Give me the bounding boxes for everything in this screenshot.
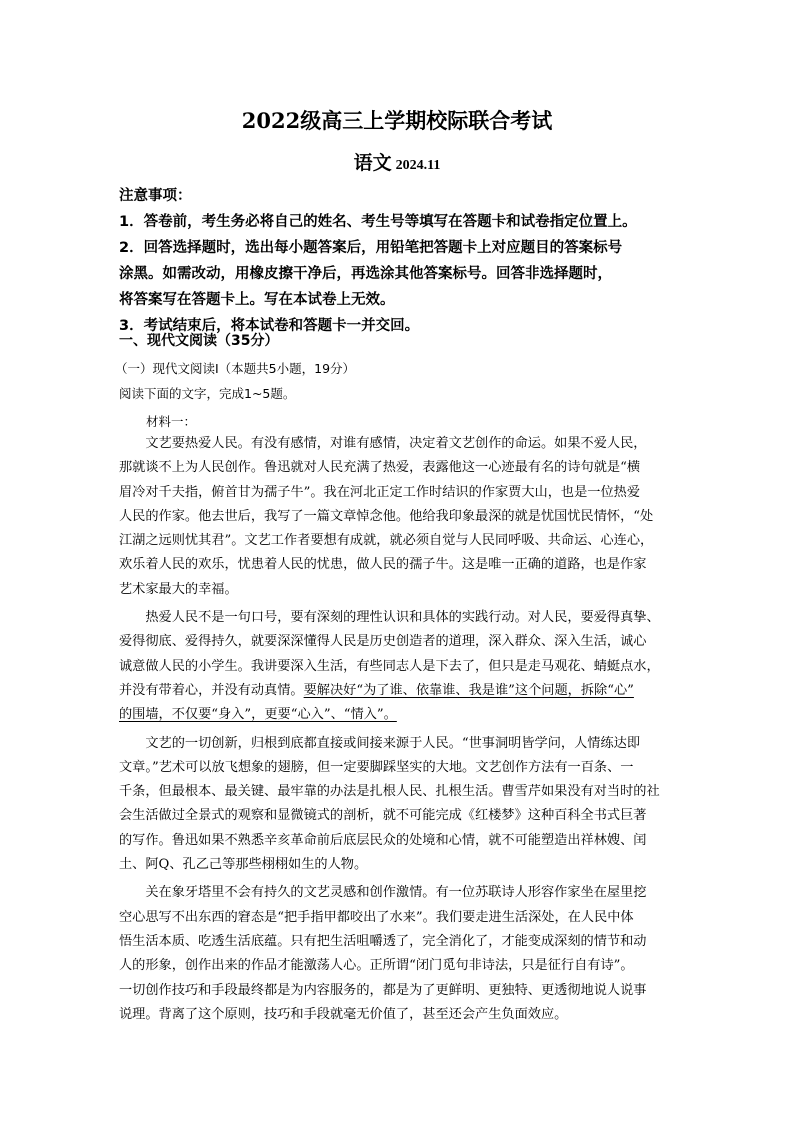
reading-passage: [119, 432, 679, 1027]
paragraph-line: 千条，但最根本、最关键、最牢靠的办法是扎根人民、扎根生活。曹雪芹如果没有对当时的社: [119, 784, 660, 800]
notice-line: 将答案写在答题卡上。写在本试卷上无效。: [119, 292, 395, 308]
paragraph-line: 文章。”艺术可以放飞想象的翅膀，但一定要脚踩坚实的大地。文艺创作方法有一百条、一: [119, 759, 634, 775]
paragraph-line: 说理。背离了这个原则，技巧和手段就毫无价值了，甚至还会产生负面效应。: [119, 1006, 568, 1022]
subject-label: 语文: [353, 152, 392, 174]
paragraph-line: 诚意做人民的小学生。我讲要深入生活，有些同志人是下去了，但只是走马观花、蜻蜓点水，: [119, 658, 660, 674]
underlined-sentence: 要解决好“为了谁、依靠谁、我是谁”这个问题，拆除“心”: [303, 682, 634, 698]
paragraph: [119, 732, 679, 878]
paragraph-line: 欢乐着人民的欢乐，忧患着人民的忧患，做人民的孺子牛。这是唯一正确的道路，也是作家: [119, 557, 647, 573]
paragraph-line: 土、阿Q、孔乙己等那些栩栩如生的人物。: [119, 857, 368, 873]
exam-date: 2024.11: [395, 158, 441, 173]
paragraph-line: 眉冷对千夫指，俯首甘为孺子牛”。我在河北正定工作时结识的作家贾大山，也是一位热爱: [119, 484, 641, 500]
paragraph-line: 文艺要热爱人民。有没有感情，对谁有感情，决定着文艺创作的命运。如果不爱人民，: [119, 436, 647, 451]
paragraph-line: 人的形象，创作出来的作品才能激荡人心。正所谓“闭门觅句非诗法，只是征行自有诗”。: [119, 958, 634, 974]
paragraph-line: 会生活做过全景式的观察和显微镜式的剖析，就不可能完成《红楼梦》这种百科全书式巨著: [119, 808, 647, 824]
underlined-sentence: 的围墙，不仅要“身入”，更要“心入”、“情入”。: [119, 707, 397, 723]
paragraph-line: 艺术家最大的幸福。: [119, 581, 238, 597]
material-label: 材料一：: [146, 414, 197, 429]
notice-block: [119, 183, 679, 339]
section-heading: 一、现代文阅读（35分）: [119, 333, 279, 349]
paragraph-line: 热爱人民不是一句口号，要有深刻的理性认识和具体的实践行动。对人民，要爱得真挚、: [119, 610, 660, 626]
section-sub-heading: （一）现代文阅读Ⅰ（本题共5小题，19分）: [115, 361, 356, 376]
notice-line: 3．考试结束后，将本试卷和答题卡一并交回。: [119, 318, 420, 334]
notice-line: 1．答卷前，考生务必将自己的姓名、考生号等填写在答题卡和试卷指定位置上。: [119, 214, 637, 230]
paragraph-line: 空心思写不出东西的窘态是“把手指甲都咬出了水来”。我们要走进生活深处，在人民中体: [119, 909, 634, 925]
exam-subtitle: [0, 148, 794, 175]
paragraph-text: 并没有带着心，并没有动真情。: [119, 682, 304, 698]
paragraph-line: [119, 703, 679, 727]
paragraph-line: [119, 679, 679, 703]
notice-heading: 注意事项：: [119, 188, 192, 204]
paragraph-line: 关在象牙塔里不会有持久的文艺灵感和创作激情。有一位苏联诗人形容作家坐在屋里挖: [119, 885, 647, 901]
paragraph-line: 一切创作技巧和手段最终都是为内容服务的，都是为了更鲜明、更独特、更透彻地说人说事: [119, 982, 647, 998]
paragraph-line: 江湖之远则忧其君”。文艺工作者要想有成就，就必须自觉与人民同呼吸、共命运、心连心，: [119, 533, 654, 549]
paragraph-line: 人民的作家。他去世后，我写了一篇文章悼念他。他给我印象最深的就是忧国忧民情怀，“处: [119, 508, 654, 524]
paragraph-line: 悟生活本质、吃透生活底蕴。只有把生活咀嚼透了，完全消化了，才能变成深刻的情节和动: [119, 933, 647, 949]
paragraph-line: 文艺的一切创新，归根到底都直接或间接来源于人民。“世事洞明皆学问，人情练达即: [119, 735, 641, 751]
section-instruction: 阅读下面的文字，完成1~5题。: [119, 386, 296, 401]
paragraph-line: 爱得彻底、爱得持久，就要深深懂得人民是历史创造者的道理，深入群众、深入生活，诚心: [119, 634, 647, 650]
notice-line: 涂黑。如需改动，用橡皮擦干净后，再选涂其他答案标号。回答非选择题时，: [119, 266, 612, 282]
notice-line: 2．回答选择题时，选出每小题答案后，用铅笔把答题卡上对应题目的答案标号: [119, 240, 623, 256]
exam-title: 2022级高三上学期校际联合考试: [241, 108, 553, 133]
paragraph: [119, 606, 679, 727]
paragraph: [119, 432, 679, 602]
paragraph-line: 的写作。鲁迅如果不熟悉辛亥革命前后底层民众的处境和心情，就不可能塑造出祥林嫂、闰: [119, 832, 647, 848]
paragraph-line: 那就谈不上为人民创作。鲁迅就对人民充满了热爱，表露他这一心迹最有名的诗句就是“横: [119, 460, 641, 476]
paragraph: [119, 881, 679, 1027]
